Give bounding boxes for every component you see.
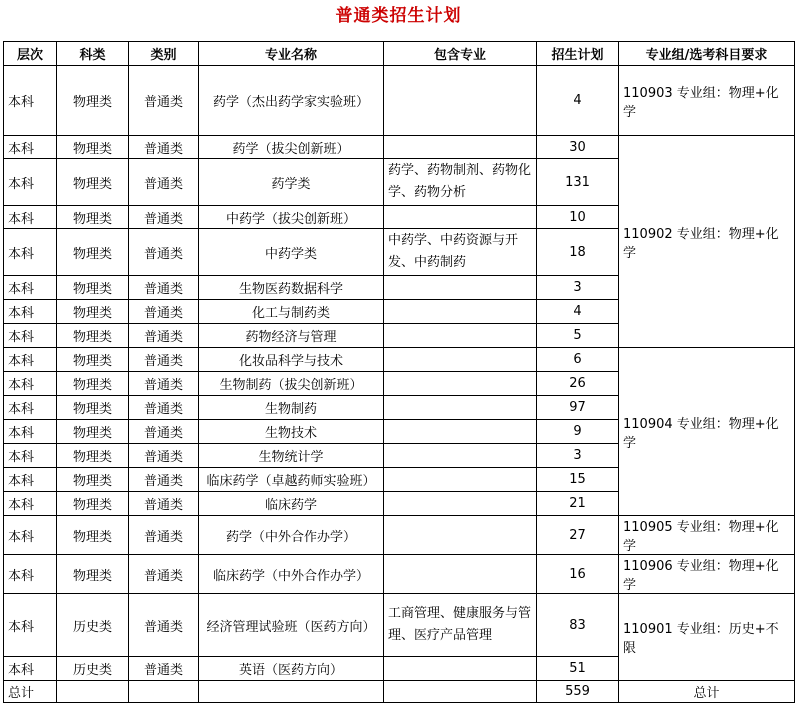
cell-category: 普通类 (129, 372, 199, 396)
cell-includes (384, 348, 537, 372)
cell-includes (384, 136, 537, 159)
total-right-label: 总计 (619, 681, 795, 703)
cell-major: 化妆品科学与技术 (199, 348, 384, 372)
cell-plan: 26 (537, 372, 619, 396)
cell-category: 普通类 (129, 66, 199, 136)
cell-level: 本科 (4, 420, 57, 444)
cell-major: 药学（拔尖创新班） (199, 136, 384, 159)
cell-category: 普通类 (129, 276, 199, 300)
cell-subject: 物理类 (57, 468, 129, 492)
cell-includes (384, 372, 537, 396)
table-row (4, 555, 795, 594)
total-label: 总计 (4, 681, 57, 703)
table-row (4, 516, 795, 555)
cell-includes (384, 396, 537, 420)
cell-subject: 物理类 (57, 444, 129, 468)
cell-plan: 18 (537, 229, 619, 276)
cell-category: 普通类 (129, 657, 199, 681)
cell-subject: 物理类 (57, 492, 129, 516)
cell-subject: 物理类 (57, 300, 129, 324)
total-row (4, 681, 795, 703)
cell-group-requirement: 110905 专业组：物理+化学 (619, 516, 795, 555)
cell-subject: 物理类 (57, 66, 129, 136)
cell-major: 生物制药（拔尖创新班） (199, 372, 384, 396)
cell-group-requirement: 110903 专业组：物理+化学 (619, 66, 795, 136)
cell-plan: 21 (537, 492, 619, 516)
cell-includes: 药学、药物制剂、药物化学、药物分析 (384, 159, 537, 206)
cell-plan: 10 (537, 206, 619, 229)
cell-plan: 4 (537, 300, 619, 324)
cell-category: 普通类 (129, 594, 199, 657)
cell-level: 本科 (4, 348, 57, 372)
table-row (4, 348, 795, 372)
col-header-major: 专业名称 (199, 42, 384, 66)
cell-subject: 物理类 (57, 159, 129, 206)
cell-plan: 3 (537, 276, 619, 300)
col-header-plan: 招生计划 (537, 42, 619, 66)
cell-plan: 16 (537, 555, 619, 594)
cell-category: 普通类 (129, 396, 199, 420)
cell-major: 生物医药数据科学 (199, 276, 384, 300)
cell-includes (384, 66, 537, 136)
cell-group-requirement: 110902 专业组：物理+化学 (619, 136, 795, 348)
cell-category: 普通类 (129, 492, 199, 516)
cell-level: 本科 (4, 492, 57, 516)
cell-group-requirement: 110904 专业组：物理+化学 (619, 348, 795, 516)
cell-level: 本科 (4, 324, 57, 348)
col-header-category: 类别 (129, 42, 199, 66)
cell-plan: 4 (537, 66, 619, 136)
cell-major: 药学（杰出药学家实验班） (199, 66, 384, 136)
cell-includes (384, 206, 537, 229)
empty-cell (129, 681, 199, 703)
col-header-level: 层次 (4, 42, 57, 66)
cell-level: 本科 (4, 516, 57, 555)
cell-includes: 工商管理、健康服务与管理、医疗产品管理 (384, 594, 537, 657)
page-title: 普通类招生计划 (335, 6, 462, 26)
cell-major: 临床药学（卓越药师实验班） (199, 468, 384, 492)
cell-group-requirement: 110906 专业组：物理+化学 (619, 555, 795, 594)
cell-plan: 131 (537, 159, 619, 206)
cell-category: 普通类 (129, 348, 199, 372)
cell-major: 药学（中外合作办学） (199, 516, 384, 555)
cell-major: 经济管理试验班（医药方向） (199, 594, 384, 657)
cell-major: 英语（医药方向） (199, 657, 384, 681)
cell-level: 本科 (4, 300, 57, 324)
cell-level: 本科 (4, 657, 57, 681)
col-header-includes: 包含专业 (384, 42, 537, 66)
cell-category: 普通类 (129, 468, 199, 492)
col-header-requirement: 专业组/选考科目要求 (619, 42, 795, 66)
cell-level: 本科 (4, 555, 57, 594)
cell-group-requirement: 110901 专业组：历史+不限 (619, 594, 795, 681)
cell-plan: 5 (537, 324, 619, 348)
table-row (4, 136, 795, 159)
cell-subject: 物理类 (57, 348, 129, 372)
cell-subject: 物理类 (57, 206, 129, 229)
cell-includes (384, 300, 537, 324)
cell-category: 普通类 (129, 555, 199, 594)
cell-category: 普通类 (129, 300, 199, 324)
cell-subject: 物理类 (57, 420, 129, 444)
cell-plan: 30 (537, 136, 619, 159)
total-plan: 559 (537, 681, 619, 703)
cell-major: 临床药学（中外合作办学） (199, 555, 384, 594)
cell-level: 本科 (4, 372, 57, 396)
cell-includes (384, 420, 537, 444)
cell-major: 药学类 (199, 159, 384, 206)
cell-includes (384, 468, 537, 492)
cell-level: 本科 (4, 444, 57, 468)
cell-subject: 物理类 (57, 229, 129, 276)
cell-plan: 6 (537, 348, 619, 372)
cell-level: 本科 (4, 468, 57, 492)
cell-category: 普通类 (129, 229, 199, 276)
cell-includes (384, 657, 537, 681)
cell-category: 普通类 (129, 136, 199, 159)
cell-includes (384, 324, 537, 348)
cell-major: 临床药学 (199, 492, 384, 516)
cell-major: 中药学类 (199, 229, 384, 276)
cell-major: 化工与制药类 (199, 300, 384, 324)
empty-cell (199, 681, 384, 703)
cell-major: 生物技术 (199, 420, 384, 444)
cell-subject: 物理类 (57, 372, 129, 396)
cell-category: 普通类 (129, 206, 199, 229)
cell-level: 本科 (4, 276, 57, 300)
cell-level: 本科 (4, 159, 57, 206)
cell-plan: 15 (537, 468, 619, 492)
cell-includes: 中药学、中药资源与开发、中药制药 (384, 229, 537, 276)
cell-plan: 83 (537, 594, 619, 657)
cell-category: 普通类 (129, 444, 199, 468)
cell-subject: 物理类 (57, 136, 129, 159)
empty-cell (384, 681, 537, 703)
cell-major: 生物统计学 (199, 444, 384, 468)
cell-includes (384, 444, 537, 468)
cell-subject: 物理类 (57, 396, 129, 420)
cell-subject: 物理类 (57, 276, 129, 300)
cell-level: 本科 (4, 66, 57, 136)
cell-level: 本科 (4, 396, 57, 420)
col-header-subject: 科类 (57, 42, 129, 66)
table-row (4, 66, 795, 136)
cell-category: 普通类 (129, 324, 199, 348)
cell-level: 本科 (4, 229, 57, 276)
cell-plan: 51 (537, 657, 619, 681)
cell-includes (384, 492, 537, 516)
cell-subject: 物理类 (57, 555, 129, 594)
cell-subject: 物理类 (57, 324, 129, 348)
cell-plan: 97 (537, 396, 619, 420)
empty-cell (57, 681, 129, 703)
table-header-row (4, 42, 795, 66)
cell-plan: 9 (537, 420, 619, 444)
cell-subject: 历史类 (57, 594, 129, 657)
table-row (4, 594, 795, 657)
cell-includes (384, 516, 537, 555)
cell-level: 本科 (4, 206, 57, 229)
cell-major: 中药学（拔尖创新班） (199, 206, 384, 229)
cell-major: 药物经济与管理 (199, 324, 384, 348)
cell-includes (384, 276, 537, 300)
cell-major: 生物制药 (199, 396, 384, 420)
cell-includes (384, 555, 537, 594)
enrollment-plan-table (3, 41, 795, 703)
cell-subject: 物理类 (57, 516, 129, 555)
cell-plan: 27 (537, 516, 619, 555)
cell-plan: 3 (537, 444, 619, 468)
cell-level: 本科 (4, 594, 57, 657)
cell-subject: 历史类 (57, 657, 129, 681)
cell-category: 普通类 (129, 420, 199, 444)
cell-category: 普通类 (129, 516, 199, 555)
cell-level: 本科 (4, 136, 57, 159)
cell-category: 普通类 (129, 159, 199, 206)
